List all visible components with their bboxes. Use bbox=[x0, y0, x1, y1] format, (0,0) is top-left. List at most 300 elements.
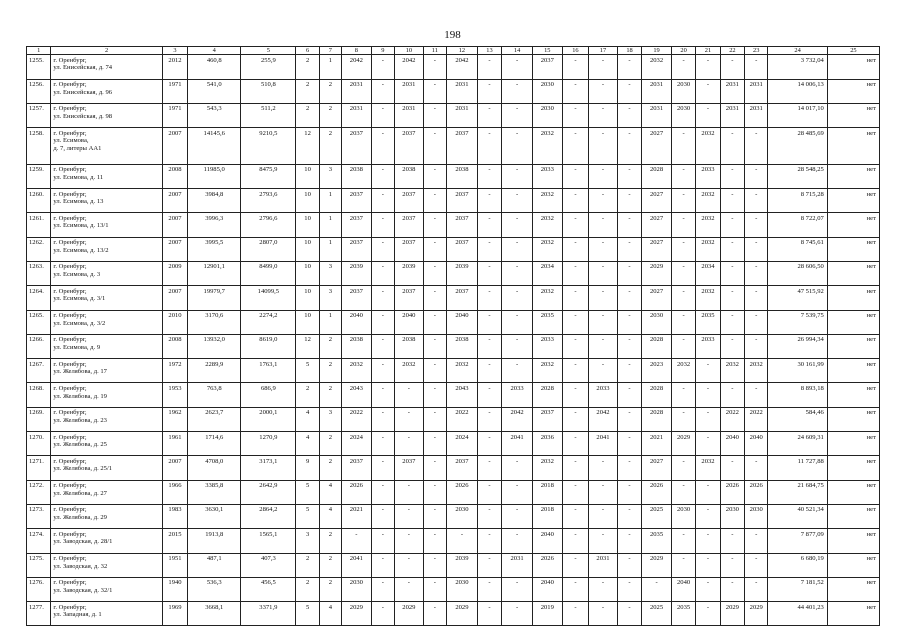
column-number-cell: 20 bbox=[671, 47, 695, 55]
flag-cell: нет bbox=[827, 55, 879, 79]
data-cell: - bbox=[671, 310, 695, 334]
table-row bbox=[27, 359, 880, 383]
data-cell: - bbox=[589, 55, 618, 79]
address-line: ул. Желябова, д. 23 bbox=[53, 416, 107, 424]
address-line: г. Оренбург, bbox=[53, 105, 87, 113]
data-cell: 2033 bbox=[589, 383, 618, 407]
data-cell: - bbox=[671, 529, 695, 553]
data-cell: - bbox=[562, 213, 589, 237]
data-cell: 2008 bbox=[162, 334, 187, 358]
address-line: ул. Есимова, д. 11 bbox=[53, 173, 104, 181]
data-cell: - bbox=[720, 456, 744, 480]
data-cell: 2039 bbox=[342, 261, 372, 285]
flag-cell: нет bbox=[827, 213, 879, 237]
data-cell: - bbox=[502, 334, 533, 358]
data-cell: 2031 bbox=[342, 79, 372, 103]
address-cell bbox=[51, 261, 162, 285]
data-cell: 2042 bbox=[395, 55, 424, 79]
data-cell: - bbox=[617, 310, 641, 334]
data-cell: 2025 bbox=[642, 602, 672, 626]
flag-cell: нет bbox=[827, 359, 879, 383]
data-cell: - bbox=[477, 237, 501, 261]
data-cell: 8499,0 bbox=[241, 261, 296, 285]
data-cell: 3995,5 bbox=[188, 237, 241, 261]
data-cell: - bbox=[371, 310, 394, 334]
data-cell: - bbox=[477, 529, 501, 553]
data-cell: 2032 bbox=[532, 359, 562, 383]
data-cell: 2031 bbox=[745, 79, 768, 103]
data-cell: - bbox=[371, 577, 394, 601]
data-cell: 2033 bbox=[532, 164, 562, 188]
table-row bbox=[27, 213, 880, 237]
column-number-cell: 18 bbox=[617, 47, 641, 55]
data-cell: - bbox=[371, 79, 394, 103]
data-cell: 2 bbox=[319, 577, 341, 601]
data-cell: - bbox=[589, 213, 618, 237]
data-cell: 2040 bbox=[671, 577, 695, 601]
data-cell: 2027 bbox=[642, 128, 672, 165]
address-line: г. Оренбург, bbox=[53, 129, 87, 137]
data-cell: 4 bbox=[319, 602, 341, 626]
data-cell: 487,1 bbox=[188, 553, 241, 577]
cost-cell: 28 606,50 bbox=[768, 261, 827, 285]
data-cell: - bbox=[477, 407, 501, 431]
data-cell: 686,9 bbox=[241, 383, 296, 407]
data-cell: - bbox=[423, 553, 446, 577]
data-cell: - bbox=[477, 553, 501, 577]
data-cell: - bbox=[671, 128, 695, 165]
data-cell: - bbox=[696, 432, 720, 456]
data-cell: - bbox=[671, 213, 695, 237]
address-line: г. Оренбург, bbox=[53, 433, 87, 441]
data-cell: 2029 bbox=[395, 602, 424, 626]
row-number: 1265. bbox=[27, 310, 51, 334]
data-cell: - bbox=[589, 456, 618, 480]
data-cell: 2 bbox=[319, 456, 341, 480]
data-cell: 2026 bbox=[447, 480, 478, 504]
data-cell: 9210,5 bbox=[241, 128, 296, 165]
data-cell: 2 bbox=[319, 128, 341, 165]
data-cell: 2037 bbox=[447, 286, 478, 310]
data-cell: - bbox=[617, 103, 641, 127]
data-cell: - bbox=[502, 359, 533, 383]
data-cell: - bbox=[589, 602, 618, 626]
data-cell: - bbox=[423, 261, 446, 285]
data-cell: 2032 bbox=[696, 237, 720, 261]
column-number-cell: 10 bbox=[395, 47, 424, 55]
data-cell: 2 bbox=[319, 359, 341, 383]
data-cell: 2034 bbox=[532, 261, 562, 285]
data-cell: - bbox=[562, 456, 589, 480]
data-cell: 2031 bbox=[395, 79, 424, 103]
address-line: ул. Желябова, д. 17 bbox=[53, 368, 107, 376]
flag-cell: нет bbox=[827, 480, 879, 504]
data-cell: 2864,2 bbox=[241, 504, 296, 528]
data-cell: - bbox=[617, 286, 641, 310]
data-cell: - bbox=[696, 407, 720, 431]
address-cell bbox=[51, 164, 162, 188]
data-cell: 12 bbox=[296, 128, 319, 165]
data-cell: 3984,8 bbox=[188, 189, 241, 213]
data-cell: 2028 bbox=[642, 164, 672, 188]
table-row bbox=[27, 577, 880, 601]
address-line: ул. Есимова, д. 3 bbox=[53, 271, 101, 279]
data-cell: 2039 bbox=[395, 261, 424, 285]
data-cell: - bbox=[477, 164, 501, 188]
address-cell bbox=[51, 213, 162, 237]
data-cell: 1 bbox=[319, 237, 341, 261]
data-cell: - bbox=[617, 456, 641, 480]
address-line: г. Оренбург, bbox=[53, 555, 87, 562]
data-cell: - bbox=[502, 310, 533, 334]
data-cell: 3385,8 bbox=[188, 480, 241, 504]
data-cell: 14099,5 bbox=[241, 286, 296, 310]
data-cell: - bbox=[671, 164, 695, 188]
data-cell: - bbox=[745, 261, 768, 285]
data-cell: 10 bbox=[296, 310, 319, 334]
address-line: д. 7, литеры АА1 bbox=[53, 144, 102, 152]
data-cell: 2018 bbox=[532, 480, 562, 504]
data-cell: - bbox=[745, 237, 768, 261]
data-cell: 2 bbox=[296, 79, 319, 103]
data-cell: 1961 bbox=[162, 432, 187, 456]
cost-cell: 21 684,75 bbox=[768, 480, 827, 504]
data-cell: 2029 bbox=[642, 261, 672, 285]
data-cell: 2031 bbox=[720, 103, 744, 127]
data-cell: 2031 bbox=[642, 79, 672, 103]
data-cell: 1270,9 bbox=[241, 432, 296, 456]
data-cell: - bbox=[745, 310, 768, 334]
data-cell: 456,5 bbox=[241, 577, 296, 601]
address-cell bbox=[51, 128, 162, 165]
data-cell: 2030 bbox=[642, 310, 672, 334]
data-cell: 2032 bbox=[696, 213, 720, 237]
data-cell: - bbox=[745, 213, 768, 237]
data-cell: - bbox=[423, 213, 446, 237]
data-cell: - bbox=[423, 359, 446, 383]
data-cell: - bbox=[502, 529, 533, 553]
data-cell: 541,0 bbox=[188, 79, 241, 103]
data-cell: - bbox=[502, 456, 533, 480]
data-cell: - bbox=[502, 189, 533, 213]
address-line: г. Оренбург, bbox=[53, 56, 87, 64]
data-cell: 2031 bbox=[342, 103, 372, 127]
data-cell: 2274,2 bbox=[241, 310, 296, 334]
address-line: ул. Есимова, д. 3/1 bbox=[53, 295, 106, 303]
data-cell: 2039 bbox=[447, 261, 478, 285]
data-cell: - bbox=[617, 553, 641, 577]
data-cell: 3 bbox=[319, 286, 341, 310]
flag-cell: нет bbox=[827, 407, 879, 431]
data-cell: 2 bbox=[296, 103, 319, 127]
data-cell: - bbox=[562, 164, 589, 188]
data-cell: 2 bbox=[296, 577, 319, 601]
data-cell: 543,3 bbox=[188, 103, 241, 127]
row-number: 1258. bbox=[27, 128, 51, 165]
row-number: 1270. bbox=[27, 432, 51, 456]
data-cell: - bbox=[589, 237, 618, 261]
data-cell: - bbox=[720, 213, 744, 237]
table-row bbox=[27, 432, 880, 456]
data-cell: 2038 bbox=[342, 164, 372, 188]
data-cell: - bbox=[423, 55, 446, 79]
address-cell bbox=[51, 334, 162, 358]
column-number-cell: 16 bbox=[562, 47, 589, 55]
data-cell: - bbox=[423, 504, 446, 528]
data-cell: - bbox=[671, 286, 695, 310]
data-cell: 2 bbox=[319, 103, 341, 127]
data-cell: - bbox=[371, 480, 394, 504]
data-cell: 2038 bbox=[395, 164, 424, 188]
table-row bbox=[27, 529, 880, 553]
data-cell: 5 bbox=[296, 480, 319, 504]
data-cell: 2041 bbox=[342, 553, 372, 577]
data-cell: - bbox=[371, 55, 394, 79]
address-cell bbox=[51, 359, 162, 383]
data-cell: 2031 bbox=[745, 103, 768, 127]
data-cell: - bbox=[477, 128, 501, 165]
column-number-cell: 21 bbox=[696, 47, 720, 55]
data-cell: 14145,6 bbox=[188, 128, 241, 165]
data-cell: 2035 bbox=[532, 310, 562, 334]
data-cell: 2623,7 bbox=[188, 407, 241, 431]
data-cell: 510,8 bbox=[241, 79, 296, 103]
data-cell: 2042 bbox=[502, 407, 533, 431]
data-cell: 2807,0 bbox=[241, 237, 296, 261]
data-cell: - bbox=[423, 602, 446, 626]
data-cell: - bbox=[477, 456, 501, 480]
data-cell: 2030 bbox=[671, 504, 695, 528]
data-cell: - bbox=[502, 286, 533, 310]
data-cell: 2037 bbox=[532, 55, 562, 79]
data-cell: 2040 bbox=[720, 432, 744, 456]
data-cell: - bbox=[696, 529, 720, 553]
data-cell: 2043 bbox=[447, 383, 478, 407]
data-cell: - bbox=[617, 128, 641, 165]
data-cell: 8475,9 bbox=[241, 164, 296, 188]
data-cell: 2022 bbox=[447, 407, 478, 431]
data-cell: 2032 bbox=[395, 359, 424, 383]
data-cell: - bbox=[696, 79, 720, 103]
data-cell: 2030 bbox=[532, 103, 562, 127]
row-number: 1266. bbox=[27, 334, 51, 358]
data-cell: 11985,0 bbox=[188, 164, 241, 188]
row-number: 1262. bbox=[27, 237, 51, 261]
table-row bbox=[27, 504, 880, 528]
data-cell: 2040 bbox=[395, 310, 424, 334]
data-cell: 2022 bbox=[720, 407, 744, 431]
data-cell: - bbox=[696, 480, 720, 504]
data-cell: - bbox=[589, 79, 618, 103]
data-cell: 2023 bbox=[642, 359, 672, 383]
data-cell: 2793,6 bbox=[241, 189, 296, 213]
data-cell: 12901,1 bbox=[188, 261, 241, 285]
data-cell: 2035 bbox=[671, 602, 695, 626]
data-cell: 2010 bbox=[162, 310, 187, 334]
data-cell: - bbox=[395, 407, 424, 431]
data-cell: 4 bbox=[319, 504, 341, 528]
data-cell: - bbox=[423, 164, 446, 188]
data-cell: - bbox=[589, 504, 618, 528]
data-cell: 2040 bbox=[745, 432, 768, 456]
data-cell: 2037 bbox=[342, 237, 372, 261]
data-cell: - bbox=[642, 577, 672, 601]
data-cell: 2021 bbox=[642, 432, 672, 456]
data-cell: 2030 bbox=[447, 577, 478, 601]
row-number: 1260. bbox=[27, 189, 51, 213]
data-cell: 2037 bbox=[395, 128, 424, 165]
data-cell: 9 bbox=[296, 456, 319, 480]
data-cell: 2012 bbox=[162, 55, 187, 79]
cost-cell: 6 680,19 bbox=[768, 553, 827, 577]
table-row bbox=[27, 480, 880, 504]
data-cell: - bbox=[562, 383, 589, 407]
data-cell: 2037 bbox=[342, 213, 372, 237]
data-cell: - bbox=[696, 553, 720, 577]
data-cell: 2 bbox=[296, 383, 319, 407]
data-cell: - bbox=[371, 504, 394, 528]
data-cell: - bbox=[477, 103, 501, 127]
data-cell: 2007 bbox=[162, 128, 187, 165]
data-cell: - bbox=[745, 577, 768, 601]
table-row bbox=[27, 602, 880, 626]
data-cell: - bbox=[502, 504, 533, 528]
cost-cell: 7 181,52 bbox=[768, 577, 827, 601]
column-number-cell: 2 bbox=[51, 47, 162, 55]
table-row bbox=[27, 334, 880, 358]
data-cell: 3996,3 bbox=[188, 213, 241, 237]
data-cell: 2 bbox=[319, 529, 341, 553]
data-cell: 2028 bbox=[642, 407, 672, 431]
data-cell: 2040 bbox=[447, 310, 478, 334]
data-cell: - bbox=[562, 504, 589, 528]
address-line: ул. Есимова, д. 9 bbox=[53, 343, 101, 351]
flag-cell: нет bbox=[827, 310, 879, 334]
cost-cell: 8 893,18 bbox=[768, 383, 827, 407]
row-number: 1256. bbox=[27, 79, 51, 103]
cost-cell: 40 521,34 bbox=[768, 504, 827, 528]
data-cell: 2032 bbox=[696, 128, 720, 165]
data-cell: 2031 bbox=[589, 553, 618, 577]
data-cell: - bbox=[502, 602, 533, 626]
data-cell: - bbox=[477, 480, 501, 504]
data-cell: - bbox=[589, 310, 618, 334]
table-row bbox=[27, 55, 880, 79]
address-line: г. Оренбург, bbox=[53, 336, 87, 344]
data-cell: - bbox=[562, 79, 589, 103]
data-cell: 2032 bbox=[720, 359, 744, 383]
data-cell: - bbox=[589, 189, 618, 213]
data-cell: 1565,1 bbox=[241, 529, 296, 553]
data-cell: - bbox=[477, 334, 501, 358]
address-line: г. Оренбург, bbox=[53, 166, 87, 174]
data-cell: 4 bbox=[319, 480, 341, 504]
address-cell bbox=[51, 553, 162, 577]
data-cell: 2289,9 bbox=[188, 359, 241, 383]
data-cell: - bbox=[720, 529, 744, 553]
column-number-cell: 25 bbox=[827, 47, 879, 55]
column-number-cell: 17 bbox=[589, 47, 618, 55]
cost-cell: 24 609,31 bbox=[768, 432, 827, 456]
data-cell: 2030 bbox=[671, 79, 695, 103]
data-cell: - bbox=[477, 286, 501, 310]
table-row bbox=[27, 407, 880, 431]
data-cell: - bbox=[395, 480, 424, 504]
data-cell: - bbox=[617, 261, 641, 285]
data-cell: 8619,0 bbox=[241, 334, 296, 358]
column-number-cell: 1 bbox=[27, 47, 51, 55]
data-cell: 2796,6 bbox=[241, 213, 296, 237]
cost-cell: 44 401,23 bbox=[768, 602, 827, 626]
data-cell: 2026 bbox=[745, 480, 768, 504]
address-line: ул. Желябова, д. 25/1 bbox=[53, 465, 113, 473]
data-cell: - bbox=[589, 577, 618, 601]
data-cell: 2032 bbox=[532, 456, 562, 480]
flag-cell: нет bbox=[827, 504, 879, 528]
data-cell: 2 bbox=[296, 55, 319, 79]
flag-cell: нет bbox=[827, 164, 879, 188]
cost-cell: 8 722,07 bbox=[768, 213, 827, 237]
table-row bbox=[27, 553, 880, 577]
data-cell: 2037 bbox=[447, 456, 478, 480]
data-cell: - bbox=[371, 286, 394, 310]
data-cell: - bbox=[589, 334, 618, 358]
data-cell: - bbox=[562, 480, 589, 504]
data-cell: 2022 bbox=[342, 407, 372, 431]
cost-cell: 584,46 bbox=[768, 407, 827, 431]
flag-cell: нет bbox=[827, 577, 879, 601]
table-row bbox=[27, 261, 880, 285]
data-cell: 1951 bbox=[162, 553, 187, 577]
table-row bbox=[27, 103, 880, 127]
data-cell: - bbox=[720, 164, 744, 188]
row-number: 1269. bbox=[27, 407, 51, 431]
data-cell: 2032 bbox=[447, 359, 478, 383]
data-cell: - bbox=[395, 432, 424, 456]
data-cell: - bbox=[617, 529, 641, 553]
data-cell: 2030 bbox=[447, 504, 478, 528]
data-cell: - bbox=[617, 602, 641, 626]
data-cell: - bbox=[617, 213, 641, 237]
data-cell: - bbox=[502, 577, 533, 601]
data-cell: - bbox=[371, 383, 394, 407]
cost-cell: 14 006,13 bbox=[768, 79, 827, 103]
data-cell: 2028 bbox=[642, 334, 672, 358]
data-cell: - bbox=[502, 213, 533, 237]
data-cell: - bbox=[589, 359, 618, 383]
data-cell: - bbox=[617, 189, 641, 213]
column-number-cell: 11 bbox=[423, 47, 446, 55]
data-cell: 2042 bbox=[342, 55, 372, 79]
data-cell: - bbox=[720, 334, 744, 358]
data-cell: 2040 bbox=[532, 529, 562, 553]
data-cell: - bbox=[395, 553, 424, 577]
data-cell: - bbox=[371, 359, 394, 383]
data-cell: - bbox=[720, 261, 744, 285]
address-line: г. Оренбург, bbox=[53, 579, 87, 587]
data-cell: 2038 bbox=[447, 334, 478, 358]
address-cell bbox=[51, 407, 162, 431]
data-cell: 255,9 bbox=[241, 55, 296, 79]
data-cell: 3 bbox=[296, 529, 319, 553]
data-cell: - bbox=[371, 456, 394, 480]
data-cell: 2032 bbox=[745, 359, 768, 383]
cost-cell: 30 161,99 bbox=[768, 359, 827, 383]
data-cell: 2 bbox=[319, 334, 341, 358]
data-cell: - bbox=[562, 310, 589, 334]
address-cell bbox=[51, 480, 162, 504]
data-cell: - bbox=[477, 55, 501, 79]
